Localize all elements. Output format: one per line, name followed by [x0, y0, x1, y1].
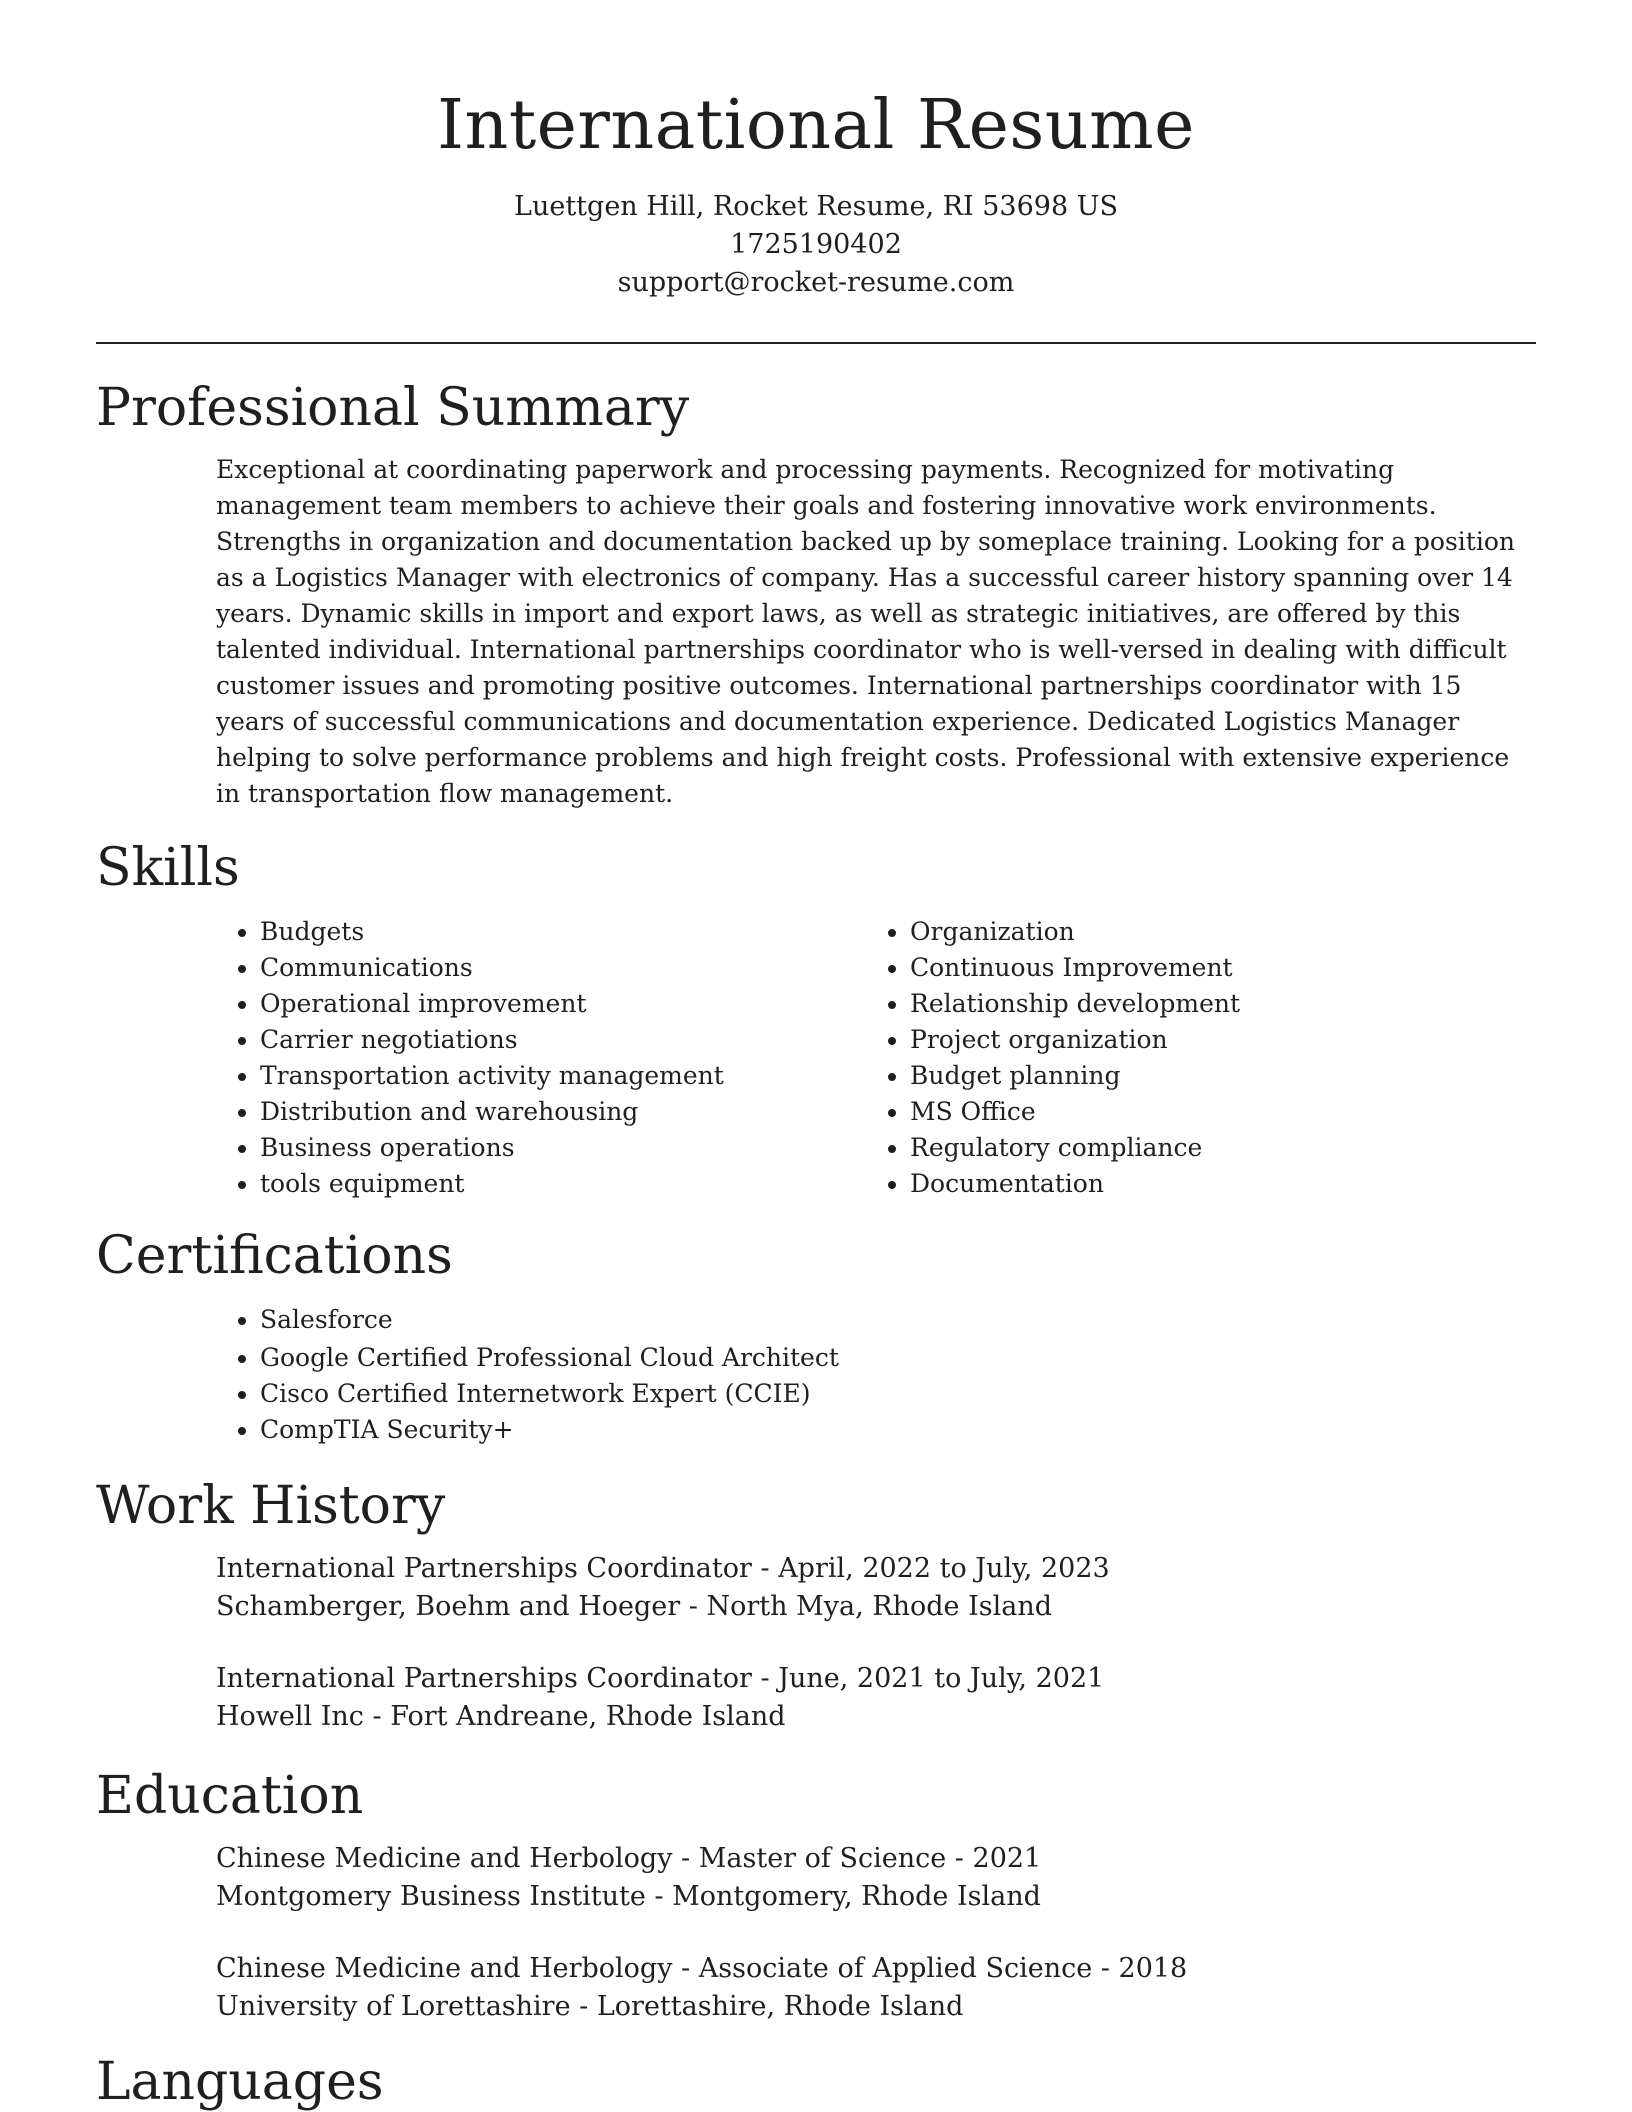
- certifications-heading: Certifications: [96, 1226, 453, 1286]
- employer-location: Howell Inc - Fort Andreane, Rhode Island: [216, 1701, 786, 1732]
- skill-item: • Operational improvement: [260, 986, 866, 1022]
- skill-item: • Project organization: [910, 1022, 1510, 1058]
- job-title-dates: International Partnerships Coordinator - June, 2021 to July, 2021: [216, 1663, 1105, 1694]
- skills-list-left: [216, 914, 866, 1202]
- summary-section: [96, 378, 1536, 812]
- certifications-list: [216, 1302, 1536, 1448]
- education-section: [96, 1766, 1536, 2026]
- certification-item: • Cisco Certified Internetwork Expert (CCIE): [260, 1376, 1536, 1412]
- education-heading: Education: [96, 1766, 364, 1826]
- languages-section: [96, 2052, 1536, 2112]
- skill-item: • Relationship development: [910, 986, 1510, 1022]
- resume-page: [96, 0, 1536, 2112]
- skill-item: • Continuous Improvement: [910, 950, 1510, 986]
- skill-item: • Organization: [910, 914, 1510, 950]
- summary-heading: Professional Summary: [96, 378, 690, 438]
- languages-heading: Languages: [96, 2052, 384, 2112]
- resume-name: International Resume: [437, 86, 1195, 165]
- skill-item: • Documentation: [910, 1166, 1510, 1202]
- skill-item: • Budget planning: [910, 1058, 1510, 1094]
- education-entry: [216, 1950, 1536, 2026]
- skills-list-right: [866, 914, 1510, 1202]
- work-entry: [216, 1660, 1536, 1736]
- skills-heading: Skills: [96, 838, 240, 898]
- skills-columns: [216, 914, 1536, 1202]
- skill-item: • tools equipment: [260, 1166, 866, 1202]
- degree-line: Chinese Medicine and Herbology - Master of Science - 2021: [216, 1843, 1042, 1874]
- skills-section: [96, 838, 1536, 1202]
- skill-item: • Budgets: [260, 914, 866, 950]
- degree-line: Chinese Medicine and Herbology - Associate of Applied Science - 2018: [216, 1953, 1188, 1984]
- certification-item: • Salesforce: [260, 1302, 1536, 1338]
- skill-item: • Communications: [260, 950, 866, 986]
- certifications-section: [96, 1226, 1536, 1448]
- skill-item: • MS Office: [910, 1094, 1510, 1130]
- skill-item: • Regulatory compliance: [910, 1130, 1510, 1166]
- skill-item: • Carrier negotiations: [260, 1022, 866, 1058]
- work-entries: [216, 1550, 1536, 1736]
- skill-item: • Distribution and warehousing: [260, 1094, 866, 1130]
- contact-phone: 1725190402: [730, 229, 902, 260]
- work-history-section: [96, 1476, 1536, 1736]
- contact-email: support@rocket-resume.com: [617, 267, 1015, 298]
- school-location: Montgomery Business Institute - Montgomery, Rhode Island: [216, 1881, 1041, 1912]
- education-entries: [216, 1840, 1536, 2026]
- employer-location: Schamberger, Boehm and Hoeger - North Mya, Rhode Island: [216, 1591, 1052, 1622]
- summary-text: Exceptional at coordinating paperwork and processing payments. Recognized for motivating management team members to achieve their goals and fostering innovative work environments. Strengths in organization and documentation backed up by someplace training. Looking for a position as a Logistics Manager with electronics of company. Has a successful career history spanning over 14 years. Dynamic skills in import and export laws, as well as strategic initiatives, are offered by this talented individual. International partnerships coordinator who is well-versed in dealing with difficult customer issues and promoting positive outcomes. International partnerships coordinator with 15 years of successful communications and documentation experience. Dedicated Logistics Manager helping to solve performance problems and high freight costs. Professional with extensive experience in transportation flow management.: [216, 455, 1515, 808]
- education-entry: [216, 1840, 1536, 1916]
- work-entry: [216, 1550, 1536, 1626]
- skill-item: • Transportation activity management: [260, 1058, 866, 1094]
- resume-header: [96, 0, 1536, 302]
- skill-item: • Business operations: [260, 1130, 866, 1166]
- certification-item: • CompTIA Security+: [260, 1412, 1536, 1448]
- school-location: University of Lorettashire - Lorettashire, Rhode Island: [216, 1991, 964, 2022]
- job-title-dates: International Partnerships Coordinator - April, 2022 to July, 2023: [216, 1553, 1110, 1584]
- work-history-heading: Work History: [96, 1476, 446, 1536]
- header-divider: [96, 342, 1536, 344]
- contact-address: Luettgen Hill, Rocket Resume, RI 53698 US: [514, 191, 1118, 222]
- certification-item: • Google Certified Professional Cloud Architect: [260, 1340, 1536, 1376]
